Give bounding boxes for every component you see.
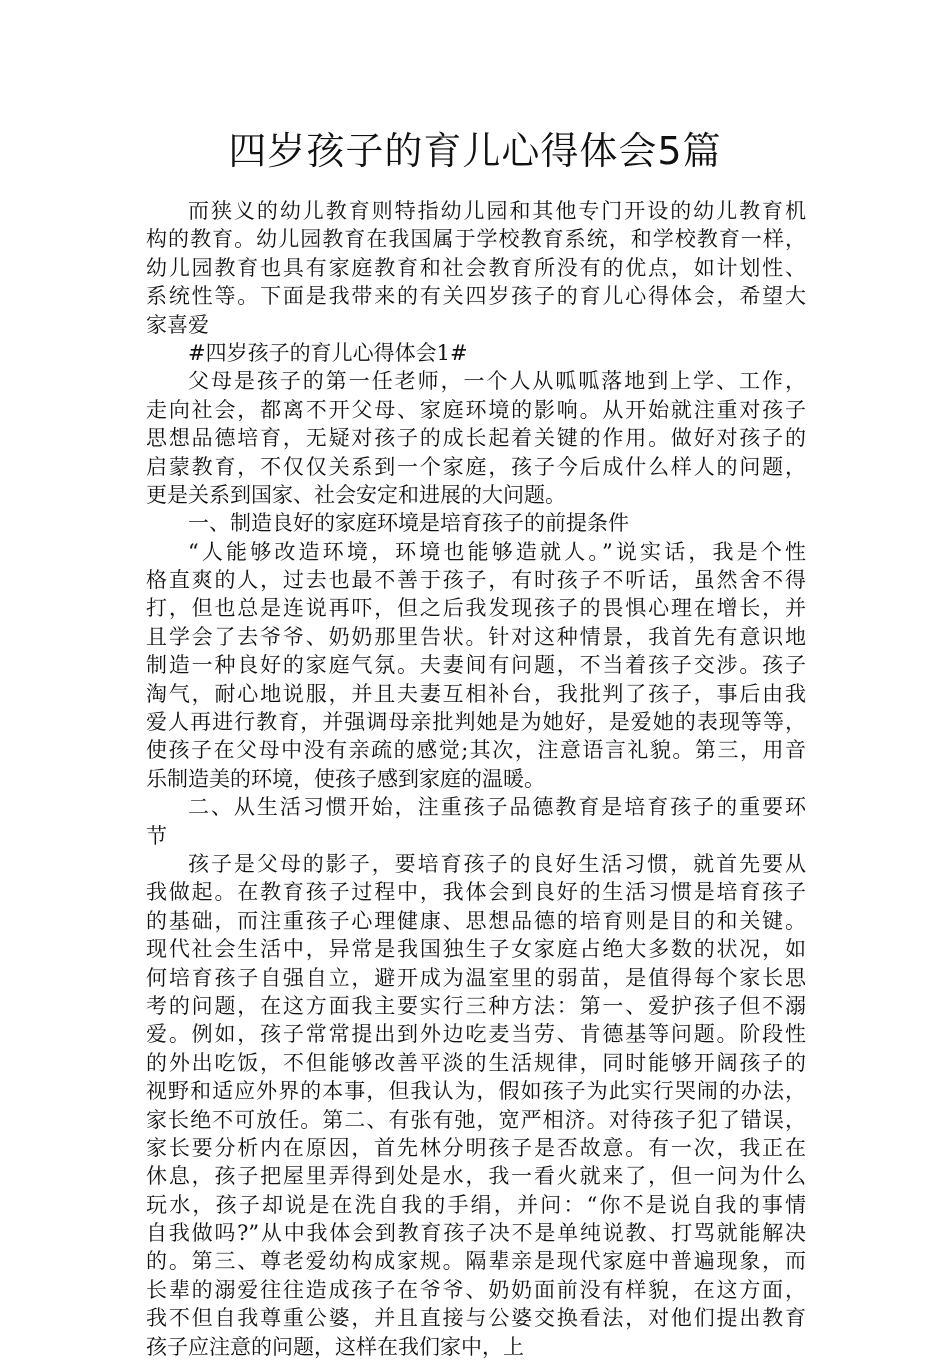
text-line: 且学会了去爷爷、奶奶那里告状。针对这种情景，我首先有意识地 <box>146 624 806 649</box>
text-line: “人能够改造环境，环境也能够造就人。”说实话，我是个性 <box>188 539 806 564</box>
text-line: 淘气，耐心地说服，并且夫妻互相补台，我批判了孩子，事后由我 <box>146 681 806 706</box>
text-line: 长辈的溺爱往往造成孩子在爷爷、奶奶面前没有样貌，在这方面， <box>146 1277 806 1302</box>
text-line: 爱人再进行教育，并强调母亲批判她是为她好，是爱她的表现等等， <box>146 710 806 735</box>
text-line: 考的问题，在这方面我主要实行三种方法：第一、爱护孩子但不溺 <box>146 993 806 1018</box>
text-line: 孩子应注意的问题，这样在我们家中，上 <box>146 1334 524 1359</box>
text-line: 一、制造良好的家庭环境是培育孩子的前提条件 <box>188 511 629 536</box>
text-line: 何培育孩子自强自立，避开成为温室里的弱苗，是值得每个家长思 <box>146 965 806 990</box>
text-line: 我做起。在教育孩子过程中，我体会到良好的生活习惯是培育孩子 <box>146 880 806 905</box>
text-line: 制造一种良好的家庭气氛。夫妻间有问题，不当着孩子交涉。孩子 <box>146 653 806 678</box>
text-line: #四岁孩子的育儿心得体会1# <box>188 340 468 365</box>
text-line: 思想品德培育，无疑对孩子的成长起着关键的作用。做好对孩子的 <box>146 426 806 451</box>
text-line: 而狭义的幼儿教育则特指幼儿园和其他专门开设的幼儿教育机 <box>188 199 806 223</box>
text-line: 节 <box>146 823 167 848</box>
text-line: 使孩子在父母中没有亲疏的感觉;其次，注意语言礼貌。第三，用音 <box>146 738 806 763</box>
text-line: 乐制造美的环境，使孩子感到家庭的温暖。 <box>146 766 545 791</box>
text-line: 现代社会生活中，异常是我国独生子女家庭占绝大多数的状况，如 <box>146 937 806 962</box>
text-line: 系统性等。下面是我带来的有关四岁孩子的育儿心得体会，希望大 <box>146 284 806 309</box>
text-line: 启蒙教育，不仅仅关系到一个家庭，孩子今后成什么样人的问题， <box>146 454 806 479</box>
text-line: 家长要分析内在原因，首先林分明孩子是否故意。有一次，我正在 <box>146 1135 806 1160</box>
text-line: 的基础，而注重孩子心理健康、思想品德的培育则是目的和关键。 <box>146 908 806 933</box>
text-line: 休息，孩子把屋里弄得到处是水，我一看火就来了，但一问为什么 <box>146 1164 806 1189</box>
text-line: 自我做吗?”从中我体会到教育孩子决不是单纯说教、打骂就能解决 <box>146 1221 806 1246</box>
text-line: 构的教育。幼儿园教育在我国属于学校教育系统，和学校教育一样， <box>146 227 806 252</box>
text-line: 二、从生活习惯开始，注重孩子品德教育是培育孩子的重要环 <box>188 795 806 820</box>
text-line: 幼儿园教育也具有家庭教育和社会教育所没有的优点，如计划性、 <box>146 255 806 280</box>
text-line: 走向社会，都离不开父母、家庭环境的影响。从开始就注重对孩子 <box>146 397 806 422</box>
text-line: 家长绝不可放任。第二、有张有弛，宽严相济。对待孩子犯了错误， <box>146 1107 806 1132</box>
text-line: 玩水，孩子却说是在洗自我的手绢，并问：“你不是说自我的事情 <box>146 1192 806 1217</box>
text-line: 的。第三、尊老爱幼构成家规。隔辈亲是现代家庭中普遍现象，而 <box>146 1249 806 1274</box>
text-line: 爱。例如，孩子常常提出到外边吃麦当劳、肯德基等问题。阶段性 <box>146 1022 806 1047</box>
text-line: 家喜爱 <box>146 312 209 337</box>
document-body <box>146 197 806 1361</box>
text-line: 打，但也总是连说再吓，但之后我发现孩子的畏惧心理在增长，并 <box>146 596 806 621</box>
text-line: 父母是孩子的第一任老师，一个人从呱呱落地到上学、工作， <box>188 369 806 394</box>
text-line: 视野和适应外界的本事，但我认为，假如孩子为此实行哭闹的办法， <box>146 1079 806 1104</box>
text-line: 我不但自我尊重公婆，并且直接与公婆交换看法，对他们提出教育 <box>146 1306 806 1331</box>
text-line: 格直爽的人，过去也最不善于孩子，有时孩子不听话，虽然舍不得 <box>146 568 806 593</box>
text-line: 孩子是父母的影子，要培育孩子的良好生活习惯，就首先要从 <box>188 851 806 876</box>
text-line: 更是关系到国家、社会安定和进展的大问题。 <box>146 482 566 507</box>
document-title: 四岁孩子的育儿心得体会5篇 <box>228 129 722 173</box>
text-line: 的外出吃饭，不但能够改善平淡的生活规律，同时能够开阔孩子的 <box>146 1050 806 1075</box>
